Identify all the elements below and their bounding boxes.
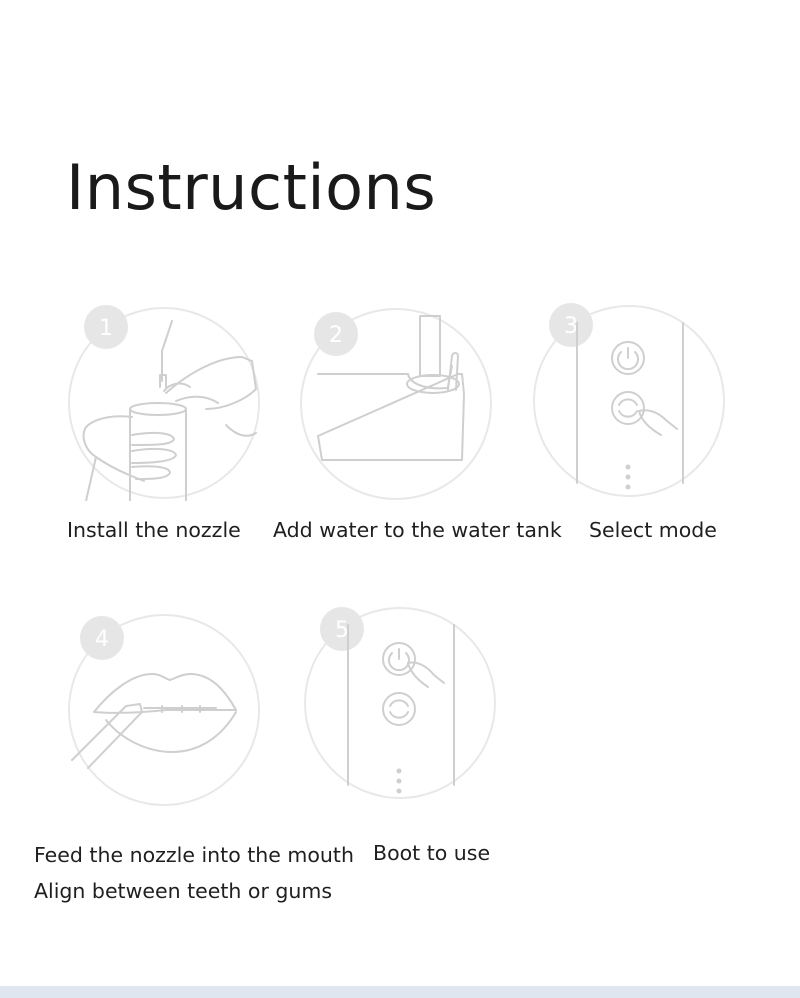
step-3-caption: Select mode [589, 518, 717, 542]
step-3-illustration [531, 303, 727, 499]
step-3-number: 3 [564, 314, 578, 339]
step-4-illustration [66, 612, 262, 808]
step-5-number: 5 [335, 618, 349, 643]
step-1-caption: Install the nozzle [67, 518, 241, 542]
step-2-illustration [298, 306, 494, 502]
step-5-caption: Boot to use [373, 841, 491, 865]
page-title: Instructions [66, 151, 437, 224]
step-1-number: 1 [99, 316, 113, 341]
step-1-illustration [66, 305, 262, 501]
step-5-illustration [302, 605, 498, 801]
step-4-caption-line-2: Align between teeth or gums [34, 879, 333, 903]
step-4-number: 4 [95, 627, 109, 652]
bottom-bar [0, 986, 800, 998]
step-4-caption: Feed the nozzle into the mouth [34, 843, 354, 867]
step-2-caption: Add water to the water tank [273, 518, 562, 542]
step-2-number: 2 [329, 323, 343, 348]
